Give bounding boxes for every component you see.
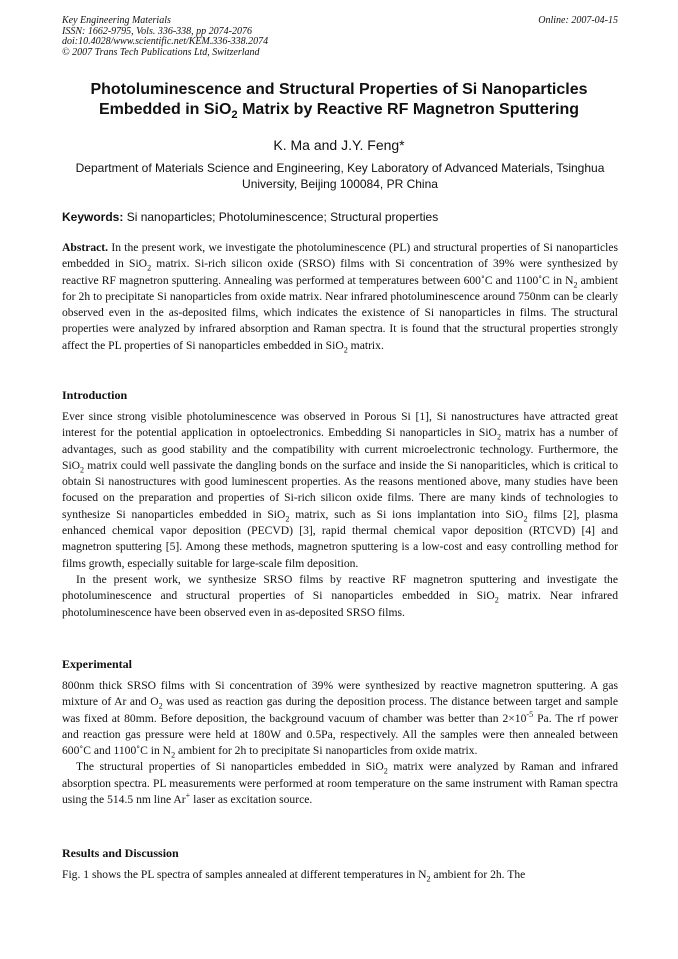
text-run: Ever since strong visible photoluminescence was observed in Porous Si [1], Si nanostructures have attracted great interest for the potential application in optoelectronics. Embedding Si nanoparticles in SiO: [62, 410, 618, 440]
text-run: matrix has a number of advantages, such as good stability and the compatibility with current microelectronic technology. Furthermore, the SiO: [62, 426, 618, 472]
text-run: matrix could well passivate the dangling bonds on the surface and inside the Si nanopariticles, which is critical to obtain Si nanostructures with good luminescent properties. As the reasons mentioned above, many studies have been focused on the preparation and properties of Si-rich silicon oxide films. There are many kinds of technologies to synthesize Si nanoparticles embedded in SiO: [62, 458, 618, 521]
paragraph: [62, 759, 618, 808]
running-header: [62, 16, 618, 58]
introduction-body: [62, 409, 618, 621]
experimental-body: [62, 678, 618, 808]
text-run: was used as reaction gas during the deposition process. The distance between target and sample was fixed at 80mm. Before deposition, the background vacuum of chamber was better than 2×10: [62, 695, 618, 725]
abstract-paragraph: [62, 240, 618, 354]
title-text: Matrix by Reactive RF Magnetron Sputtering: [237, 101, 580, 118]
title-subscript: 2: [231, 109, 238, 122]
text-run: matrix.: [347, 338, 384, 352]
text-run: matrix were analyzed by Raman and infrared absorption spectra. PL measurements were performed at room temperature on the same instrument with Raman spectra using the 514.5 nm line Ar: [62, 760, 618, 807]
doi-line[interactable]: doi:10.4028/www.scientific.net/KEM.336-338.2074: [62, 36, 269, 48]
results-body: [62, 867, 618, 883]
text-run: Pa. The rf power and reaction gas pressure were held at 180W and 0.5Pa, respectively. All the samples were then annealed between 600˚C and 1100˚C in N: [62, 711, 618, 758]
text-run: ambient for 2h to precipitate Si nanoparticles from oxide matrix.: [175, 744, 478, 758]
title-line-1: Photoluminescence and Structural Properties of Si Nanoparticles: [90, 81, 588, 98]
paragraph: [62, 572, 618, 621]
title-line-2: [40, 100, 638, 120]
subscript: 2: [158, 701, 163, 711]
subscript: 2: [383, 766, 388, 776]
superscript: -5: [526, 709, 534, 719]
affiliation: Department of Materials Science and Engineering, Key Laboratory of Advanced Materials, Tsinghua University, Beijing 100084, PR China: [75, 161, 605, 191]
subscript: 2: [80, 465, 85, 475]
keywords: [62, 209, 618, 225]
text-run: matrix, such as Si ions implantation into SiO: [289, 507, 524, 521]
copyright-line: © 2007 Trans Tech Publications Ltd, Switzerland: [62, 46, 260, 58]
subscript: 2: [426, 874, 431, 884]
text-run: 800nm thick SRSO films with Si concentration of 39% were synthesized by reactive magnetron sputtering. A gas mixture of Ar and O: [62, 679, 618, 709]
section-heading-results: Results and Discussion: [62, 846, 179, 860]
abstract: [62, 240, 618, 354]
subscript: 2: [573, 279, 578, 289]
section-heading-introduction: Introduction: [62, 388, 128, 402]
paper-title: [40, 80, 638, 120]
superscript: +: [185, 791, 191, 801]
keywords-text: Si nanoparticles; Photoluminescence; Structural properties: [123, 210, 439, 224]
subscript: 2: [496, 432, 501, 442]
keywords-label: Keywords:: [62, 210, 124, 224]
text-run: films [2], plasma enhanced chemical vapor deposition (PECVD) [3], rapid thermal chemical vapor deposition (RTCVD) [4] and magnetron sputtering [5]. Among these methods, magnetron sputtering is a low-cost and easy controlling method for films growth, especially suitable for large-scale film deposition.: [62, 507, 619, 570]
online-date: Online: 2007-04-15: [538, 15, 618, 26]
abstract-label: Abstract.: [62, 241, 109, 254]
text-run: matrix. Si-rich silicon oxide (SRSO) films with Si concentration of 39% were synthesized by reactive RF magnetron sputtering. Annealing was performed at temperatures between 600˚C and 1100˚C in N: [62, 257, 619, 287]
issn-line: ISSN: 1662-9795, Vols. 336-338, pp 2074-2076: [62, 25, 252, 37]
title-text: Embedded in SiO: [98, 101, 232, 118]
subscript: 2: [147, 263, 152, 273]
text-run: laser as excitation source.: [190, 793, 313, 807]
text-run: Fig. 1 shows the PL spectra of samples annealed at different temperatures in N: [62, 868, 427, 881]
subscript: 2: [523, 514, 528, 524]
authors: K. Ma and J.Y. Feng*: [273, 137, 405, 153]
subscript: 2: [494, 595, 499, 605]
paragraph: [62, 867, 618, 883]
text-run: The structural properties of Si nanoparticles embedded in SiO: [76, 760, 384, 774]
text-run: matrix. Near infrared photoluminescence have been observed even in as-deposited SRSO films.: [62, 589, 618, 619]
subscript: 2: [171, 750, 176, 760]
text-run: ambient for 2h. The: [430, 868, 526, 881]
text-run: ambient for 2h to precipitate Si nanoparticles from oxide matrix. Near infrared photoluminescence around 750nm can be clearly observed even in the as-deposited films, which indicates the existence of Si nanoparticles in films. The structural properties were analyzed by infrared absorption and Raman spectra. It is found that the structural properties strongly affect the PL properties of Si nanoparticles embedded in SiO: [62, 273, 618, 352]
section-heading-experimental: Experimental: [62, 657, 132, 671]
paragraph: [62, 678, 618, 759]
text-run: In the present work, we synthesize SRSO films by reactive RF magnetron sputtering and investigate the photoluminescence and structural properties of Si nanoparticles embedded in SiO: [62, 572, 618, 603]
paragraph: [62, 409, 618, 572]
subscript: 2: [285, 514, 290, 524]
journal-name: Key Engineering Materials: [62, 15, 171, 26]
text-run: In the present work, we investigate the photoluminescence (PL) and structural properties of Si nanoparticles embedded in SiO: [62, 241, 618, 271]
subscript: 2: [343, 345, 348, 355]
